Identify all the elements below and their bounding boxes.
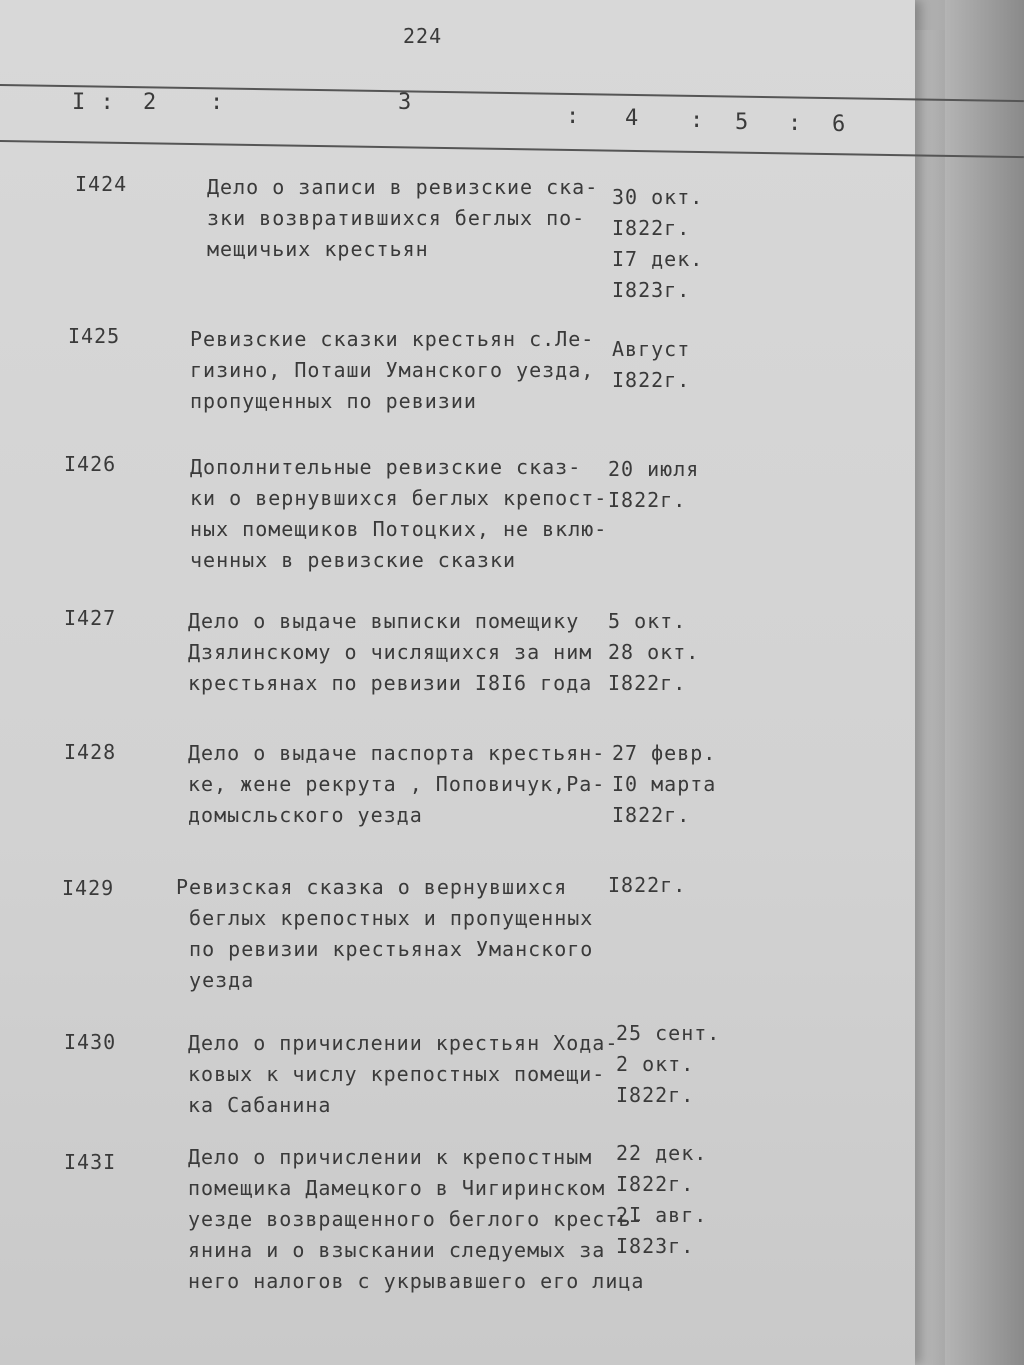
entry-number: I430: [64, 1030, 117, 1054]
entry-description: Ревизская сказка о вернувшихся беглых крепостных и пропущенных по ревизии крестьянах Уманского уезда: [176, 875, 594, 992]
entry-dates: 20 июля I822г.: [608, 457, 700, 512]
entry-dates: 25 сент. 2 окт. I822г.: [616, 1021, 721, 1107]
column-separator: :: [210, 90, 225, 115]
entry-number: I424: [75, 172, 128, 196]
column-header-4: 4: [625, 106, 640, 131]
entry-description: Дело о причислении к крепостным помещика Дамецкого в Чигиринском уезде возвращенного беглого кресть- янина и о взыскании следуемых за него налогов с укрывавшего его лица: [188, 1145, 645, 1293]
entry-description: Дело о причислении крестьян Хода- ковых к числу крепостных помещи- ка Сабанина: [188, 1031, 619, 1117]
entry-description: Дело о выдаче выписки помещику Дзялинскому о числящихся за ним крестьянах по ревизии I8I6 года: [188, 609, 593, 695]
column-header-2: 2: [143, 90, 158, 115]
header-rule-bottom: [0, 140, 1024, 158]
entry-dates: 30 окт. I822г. I7 дек. I823г.: [612, 185, 704, 302]
book-back-pages: [945, 0, 1024, 1365]
column-separator: :: [566, 104, 581, 129]
page-edge: [915, 30, 945, 1365]
entry-dates: 5 окт. 28 окт. I822г.: [608, 609, 700, 695]
entry-dates: Август I822г.: [612, 337, 691, 392]
entry-description: Дополнительные ревизские сказ- ки о вернувшихся беглых крепост- ных помещиков Потоцких, не вклю- ченных в ревизские сказки: [190, 455, 608, 572]
column-header-6: 6: [832, 112, 847, 137]
entry-number: I426: [64, 452, 117, 476]
entry-number: I425: [68, 324, 121, 348]
entry-number: I429: [62, 876, 115, 900]
column-header-5: 5: [735, 110, 750, 135]
entry-description: Дело о записи в ревизские ска- зки возвратившихся беглых по- мещичьих крестьян: [207, 175, 599, 261]
column-header-3: 3: [398, 90, 413, 115]
entry-number: I428: [64, 740, 117, 764]
entry-description: Ревизские сказки крестьян с.Ле- гизино, Поташи Уманского уезда, пропущенных по ревизии: [190, 327, 595, 413]
entry-dates: 22 дек. I822г. 2I авг. I823г.: [616, 1141, 708, 1258]
page-number: 224: [403, 24, 443, 48]
column-header-row: [0, 90, 1024, 137]
column-header-1: I :: [72, 90, 115, 115]
column-separator: :: [788, 111, 803, 136]
entry-description: Дело о выдаче паспорта крестьян- ке, жене рекрута , Поповичук,Ра- домысльского уезда: [188, 741, 606, 827]
entry-number: I43I: [64, 1150, 117, 1174]
entry-dates: I822г.: [608, 873, 687, 897]
entry-number: I427: [64, 606, 117, 630]
entry-dates: 27 февр. I0 марта I822г.: [612, 741, 717, 827]
column-separator: :: [690, 108, 705, 133]
